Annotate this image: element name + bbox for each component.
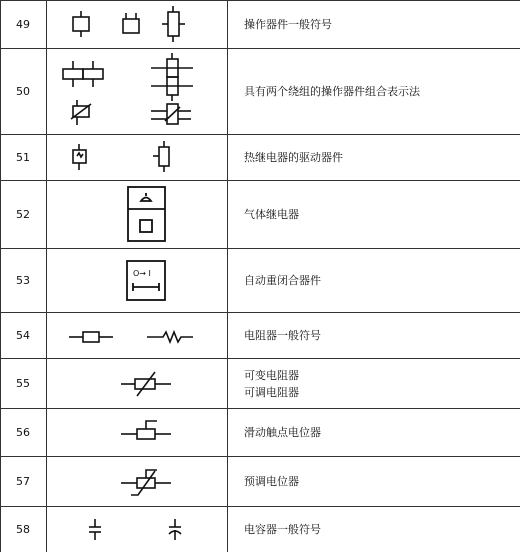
table-row [0,408,520,456]
row-description: 电容器一般符号 [244,523,321,536]
row-number: 54 [16,329,30,342]
row-number: 49 [16,18,30,31]
row-number: 57 [16,475,30,488]
thermal-relay-drive-symbol [47,135,227,180]
row-number: 51 [16,151,30,164]
auto-reclosing-device-symbol [47,249,227,312]
table-row [0,180,520,248]
row-description: 可变电阻器 可调电阻器 [244,368,299,399]
gas-relay-symbol [47,181,227,248]
table-row [0,134,520,180]
row-description: 自动重闭合器件 [244,274,321,287]
table-row [0,506,520,552]
resistor-symbol [47,313,227,358]
row-number: 55 [16,377,30,390]
table-row [0,48,520,134]
row-description: 电阻器一般符号 [244,329,321,342]
reclosing-label: O→ I [133,269,151,278]
row-description: 具有两个绕组的操作器件组合表示法 [244,85,420,98]
row-number: 50 [16,85,30,98]
table-row [0,358,520,408]
row-description: 滑动触点电位器 [244,426,321,439]
row-description: 热继电器的驱动器件 [244,151,343,164]
table-row [0,248,520,312]
row-description: 操作器件一般符号 [244,18,332,31]
operating-device-symbol [47,1,227,48]
row-number: 52 [16,208,30,221]
row-description: 气体继电器 [244,208,299,221]
table-row [0,312,520,358]
capacitor-symbol [47,507,227,552]
row-description: 预调电位器 [244,475,299,488]
sliding-contact-potentiometer-symbol [47,409,227,456]
row-number: 56 [16,426,30,439]
row-number: 53 [16,274,30,287]
preset-potentiometer-symbol [47,457,227,506]
table-row [0,456,520,506]
variable-resistor-symbol [47,359,227,408]
two-winding-operating-device-symbol [47,49,227,134]
row-number: 58 [16,523,30,536]
table-row [0,0,520,48]
